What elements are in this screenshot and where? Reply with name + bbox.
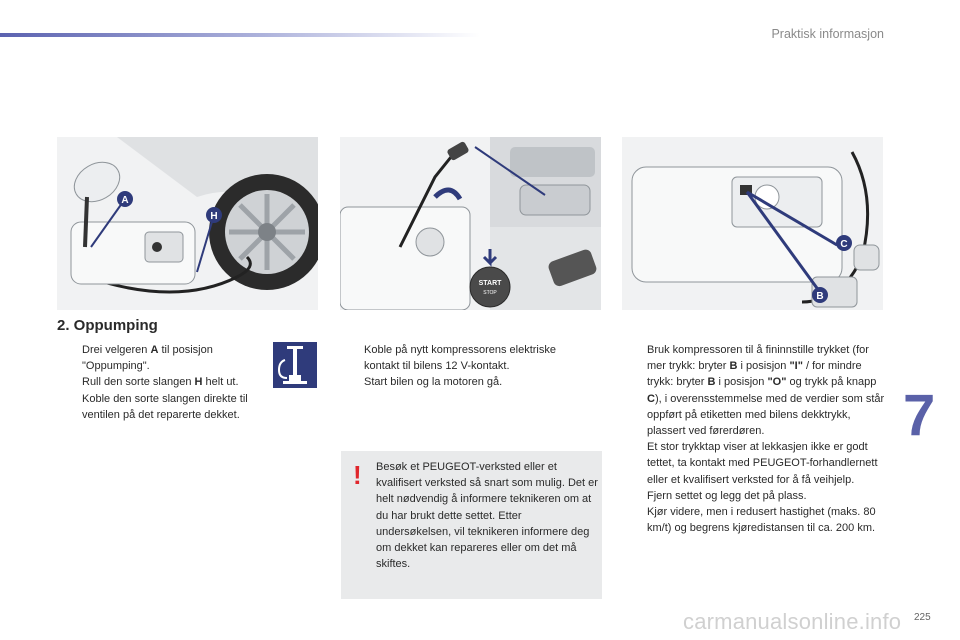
warning-panel <box>341 451 602 599</box>
illustration-12v-socket-start <box>340 137 601 310</box>
start-stop-button-shape <box>470 267 510 307</box>
chapter-header-title: Praktisk informasjon <box>771 27 884 41</box>
start-label: START <box>478 280 502 287</box>
list-item: Koble på nytt kompressorens elektriske kontakt til bilens 12 V-kontakt. <box>364 344 556 373</box>
callout-b-label: B <box>816 291 824 302</box>
illustration-12v-socket-start-drawing <box>340 137 601 310</box>
section-title: 2. Oppumping <box>57 317 158 334</box>
callout-c-label: C <box>840 239 848 250</box>
illustration-compressor-wheel <box>57 137 318 310</box>
watermark-text: carmanualsonline.info <box>683 609 902 634</box>
page-number: 225 <box>914 612 931 623</box>
tire-pump-icon <box>273 342 317 388</box>
callout-h-label: H <box>210 211 218 222</box>
steps-list-2 <box>342 342 592 391</box>
illustration-compressor-switches <box>622 137 883 310</box>
list-item: Drei velgeren A til posisjon "Oppumping". <box>82 344 213 373</box>
pump-icon-box <box>273 342 317 388</box>
illustration-compressor-switches-drawing <box>622 137 883 310</box>
chapter-number: 7 <box>903 383 935 448</box>
compressor-shape <box>340 207 470 310</box>
list-item: Fjern settet og legg det på plass. <box>647 489 807 502</box>
warning-text: Besøk et PEUGEOT-verksted eller et kvalifisert verksted så snart som mulig. Det er helt nødvendig å informere teknikeren om at du har brukt dette settet. Etter undersøkelsen, vil teknikeren informere deg om dekket kan repareres eller om det må skiftes. <box>376 461 598 571</box>
pressure-loss-note: Et stor trykktap viser at lekkasjen ikke er godt tettet, ta kontakt med PEUGEOT-forhandlernett eller et kvalifisert verksted for å få veihjelp. <box>647 441 878 486</box>
callout-a-label: A <box>121 195 129 206</box>
list-item: Rull den sorte slangen H helt ut. <box>82 376 239 389</box>
steps-list-1 <box>60 342 275 423</box>
list-item: Bruk kompressoren til å fininnstille trykket (for mer trykk: bryter B i posisjon "I" / for mindre trykk: bryter B i posisjon "O" og trykk på knapp C), i overensstemmelse med de verdier som står oppført på etiketten med bilens dekktrykk, plassert ved førerdøren. Et stor trykktap viser at lekkasjen ikke er godt tettet, ta kontakt med PEUGEOT-forhandlernett eller et kvalifisert verksted for å få veihjelp. <box>625 342 890 488</box>
stop-label: STOP <box>483 290 497 296</box>
list-item: Koble den sorte slangen direkte til ventilen på det reparerte dekket. <box>82 392 248 421</box>
header-accent-bar <box>0 33 480 37</box>
list-item: Start bilen og la motoren gå. <box>364 376 503 389</box>
warning-exclamation-icon: ! <box>353 460 362 490</box>
illustration-compressor-wheel-drawing <box>57 137 318 310</box>
list-item: Kjør videre, men i redusert hastighet (maks. 80 km/t) og begrens kjøredistansen til ca. 200 km. <box>647 506 876 535</box>
steps-list-3 <box>625 342 890 536</box>
